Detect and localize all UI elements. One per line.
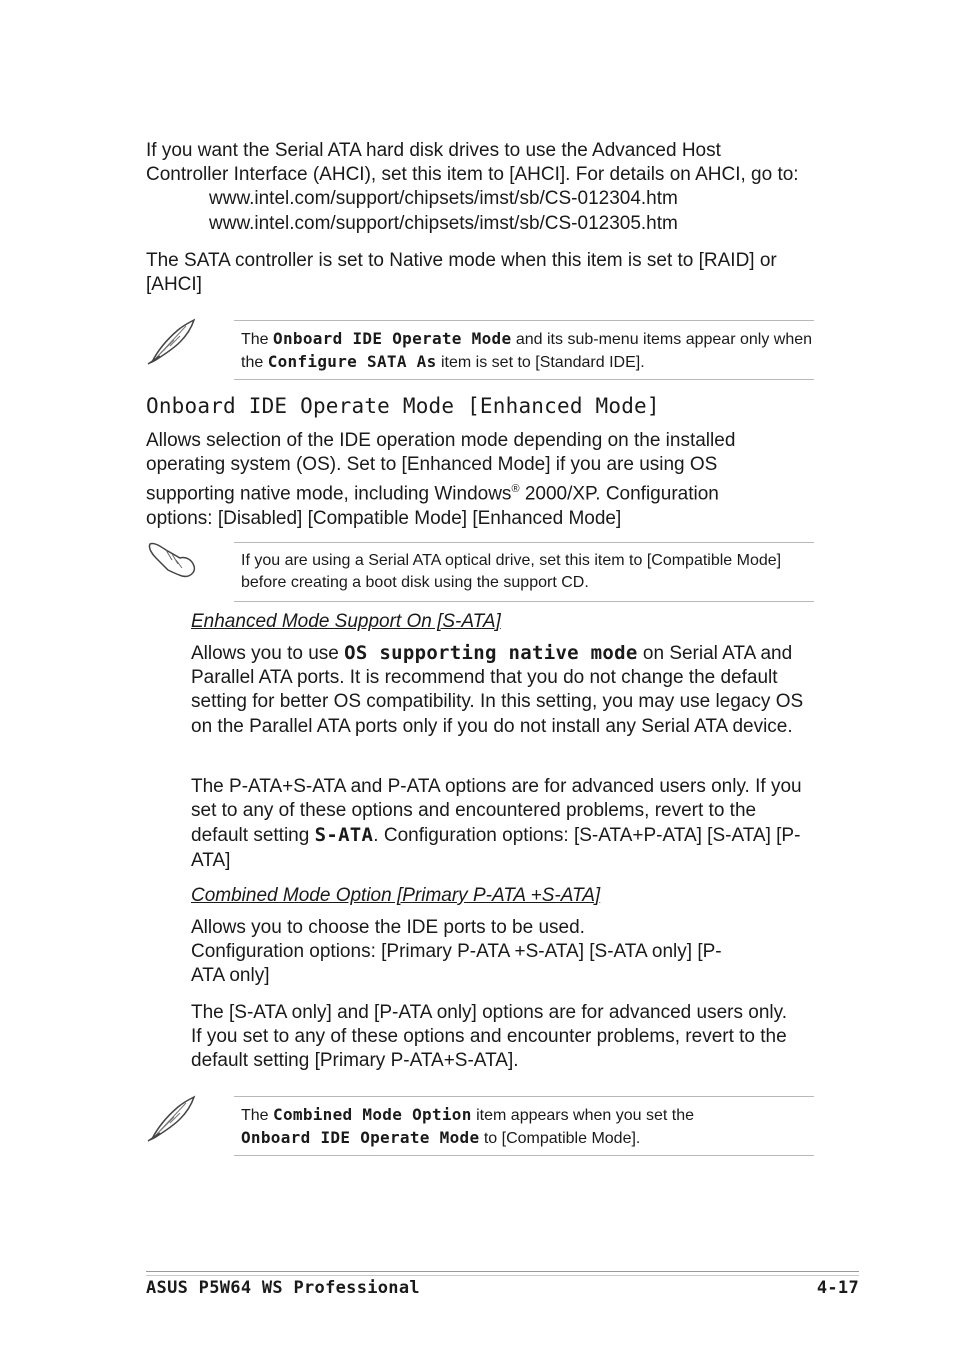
section-heading: Onboard IDE Operate Mode [Enhanced Mode] [146, 394, 660, 418]
intro-line-2: Controller Interface (AHCI), set this item to [AHCI]. For details on AHCI, go to: [146, 164, 799, 186]
note-1-term-2: Configure SATA As [267, 351, 437, 371]
combined-paragraph-1 [191, 916, 751, 989]
note-2-post: to [Compatible Mode]. [479, 1129, 641, 1147]
note-2-pre: The [241, 1107, 274, 1124]
note-1-pre: The [241, 331, 274, 348]
combined-paragraph-2: The [S-ATA only] and [P-ATA only] options are for advanced users only. If you set to any of these options and encounter problems, revert to the default setting [Primary P-ATA+S-ATA]. [191, 1002, 787, 1072]
note-1-post: item is set to [Standard IDE]. [436, 353, 645, 371]
section-body [146, 429, 776, 531]
note-2-mid: item appears when you set the [471, 1107, 695, 1124]
intro-line-1: If you want the Serial ATA hard disk drives to use the Advanced Host [146, 140, 721, 161]
note-2-text [234, 1097, 814, 1156]
note-1-term-1: Onboard IDE Operate Mode [273, 329, 512, 348]
enhanced-p1-term: OS supporting native mode [344, 642, 638, 664]
pen-note-icon [146, 1093, 198, 1145]
intro-paragraph [146, 139, 826, 236]
note-1-mid: and its sub-menu items appear only when the [241, 331, 813, 371]
combined-p1-line-1: Allows you to choose the IDE ports to be used. [191, 917, 585, 938]
enhanced-p2-pre: The P-ATA+S-ATA and P-ATA options are for advanced users only. If you set to any of these options and encountered problems, revert to the default setting [191, 776, 802, 847]
note-2-term-1: Combined Mode Option [273, 1105, 472, 1124]
enhanced-paragraph-1 [191, 641, 816, 739]
enhanced-p1-post: on Serial ATA and Parallel ATA ports. It is recommend that you do not change the default setting for better OS compatibility. In this setting, you may use legacy OS on the Parallel ATA ports only if you do not install any Serial ATA device. [191, 643, 804, 737]
caution-box [234, 542, 814, 602]
registered-mark: ® [511, 483, 520, 496]
note-2-term-2: Onboard IDE Operate Mode [241, 1127, 480, 1147]
enhanced-p1-pre: Allows you to use [191, 643, 345, 664]
footer-page-number: 4-17 [816, 1278, 859, 1298]
ahci-link-2[interactable]: www.intel.com/support/chipsets/imst/sb/CS-012305.htm [209, 212, 678, 234]
footer-product-name: ASUS P5W64 WS Professional [146, 1278, 420, 1298]
enhanced-p2-post: . Configuration options: [S-ATA+P-ATA] [S-ATA] [P-ATA] [191, 825, 801, 871]
section-body-post: 2000/XP. Configuration options: [Disabled] [Compatible Mode] [Enhanced Mode] [146, 483, 719, 529]
section-body-pre: Allows selection of the IDE operation mode depending on the installed operating system (OS). Set to [Enhanced Mode] if you are using OS supporting native mode, including Windows [146, 430, 736, 505]
combined-p1-line-2: Configuration options: [Primary P-ATA +S-ATA] [S-ATA only] [P-ATA only] [191, 941, 722, 987]
enhanced-paragraph-2 [191, 775, 816, 873]
ahci-link-1[interactable]: www.intel.com/support/chipsets/imst/sb/CS-012304.htm [209, 188, 678, 210]
enhanced-mode-title: Enhanced Mode Support On [S-ATA] [191, 611, 501, 632]
hand-caution-icon [146, 536, 198, 588]
footer-divider [146, 1271, 859, 1276]
sata-native-paragraph: The SATA controller is set to Native mode when this item is set to [RAID] or [AHCI] [146, 250, 777, 296]
pen-note-icon [146, 316, 198, 368]
note-1-text [234, 321, 814, 380]
combined-mode-title: Combined Mode Option [Primary P-ATA +S-ATA] [191, 885, 601, 906]
note-box-2 [234, 1096, 814, 1156]
note-box-1 [234, 320, 814, 380]
enhanced-p2-term: S-ATA [314, 824, 374, 847]
caution-text: If you are using a Serial ATA optical drive, set this item to [Compatible Mode] before creating a boot disk using the support CD. [241, 552, 782, 591]
